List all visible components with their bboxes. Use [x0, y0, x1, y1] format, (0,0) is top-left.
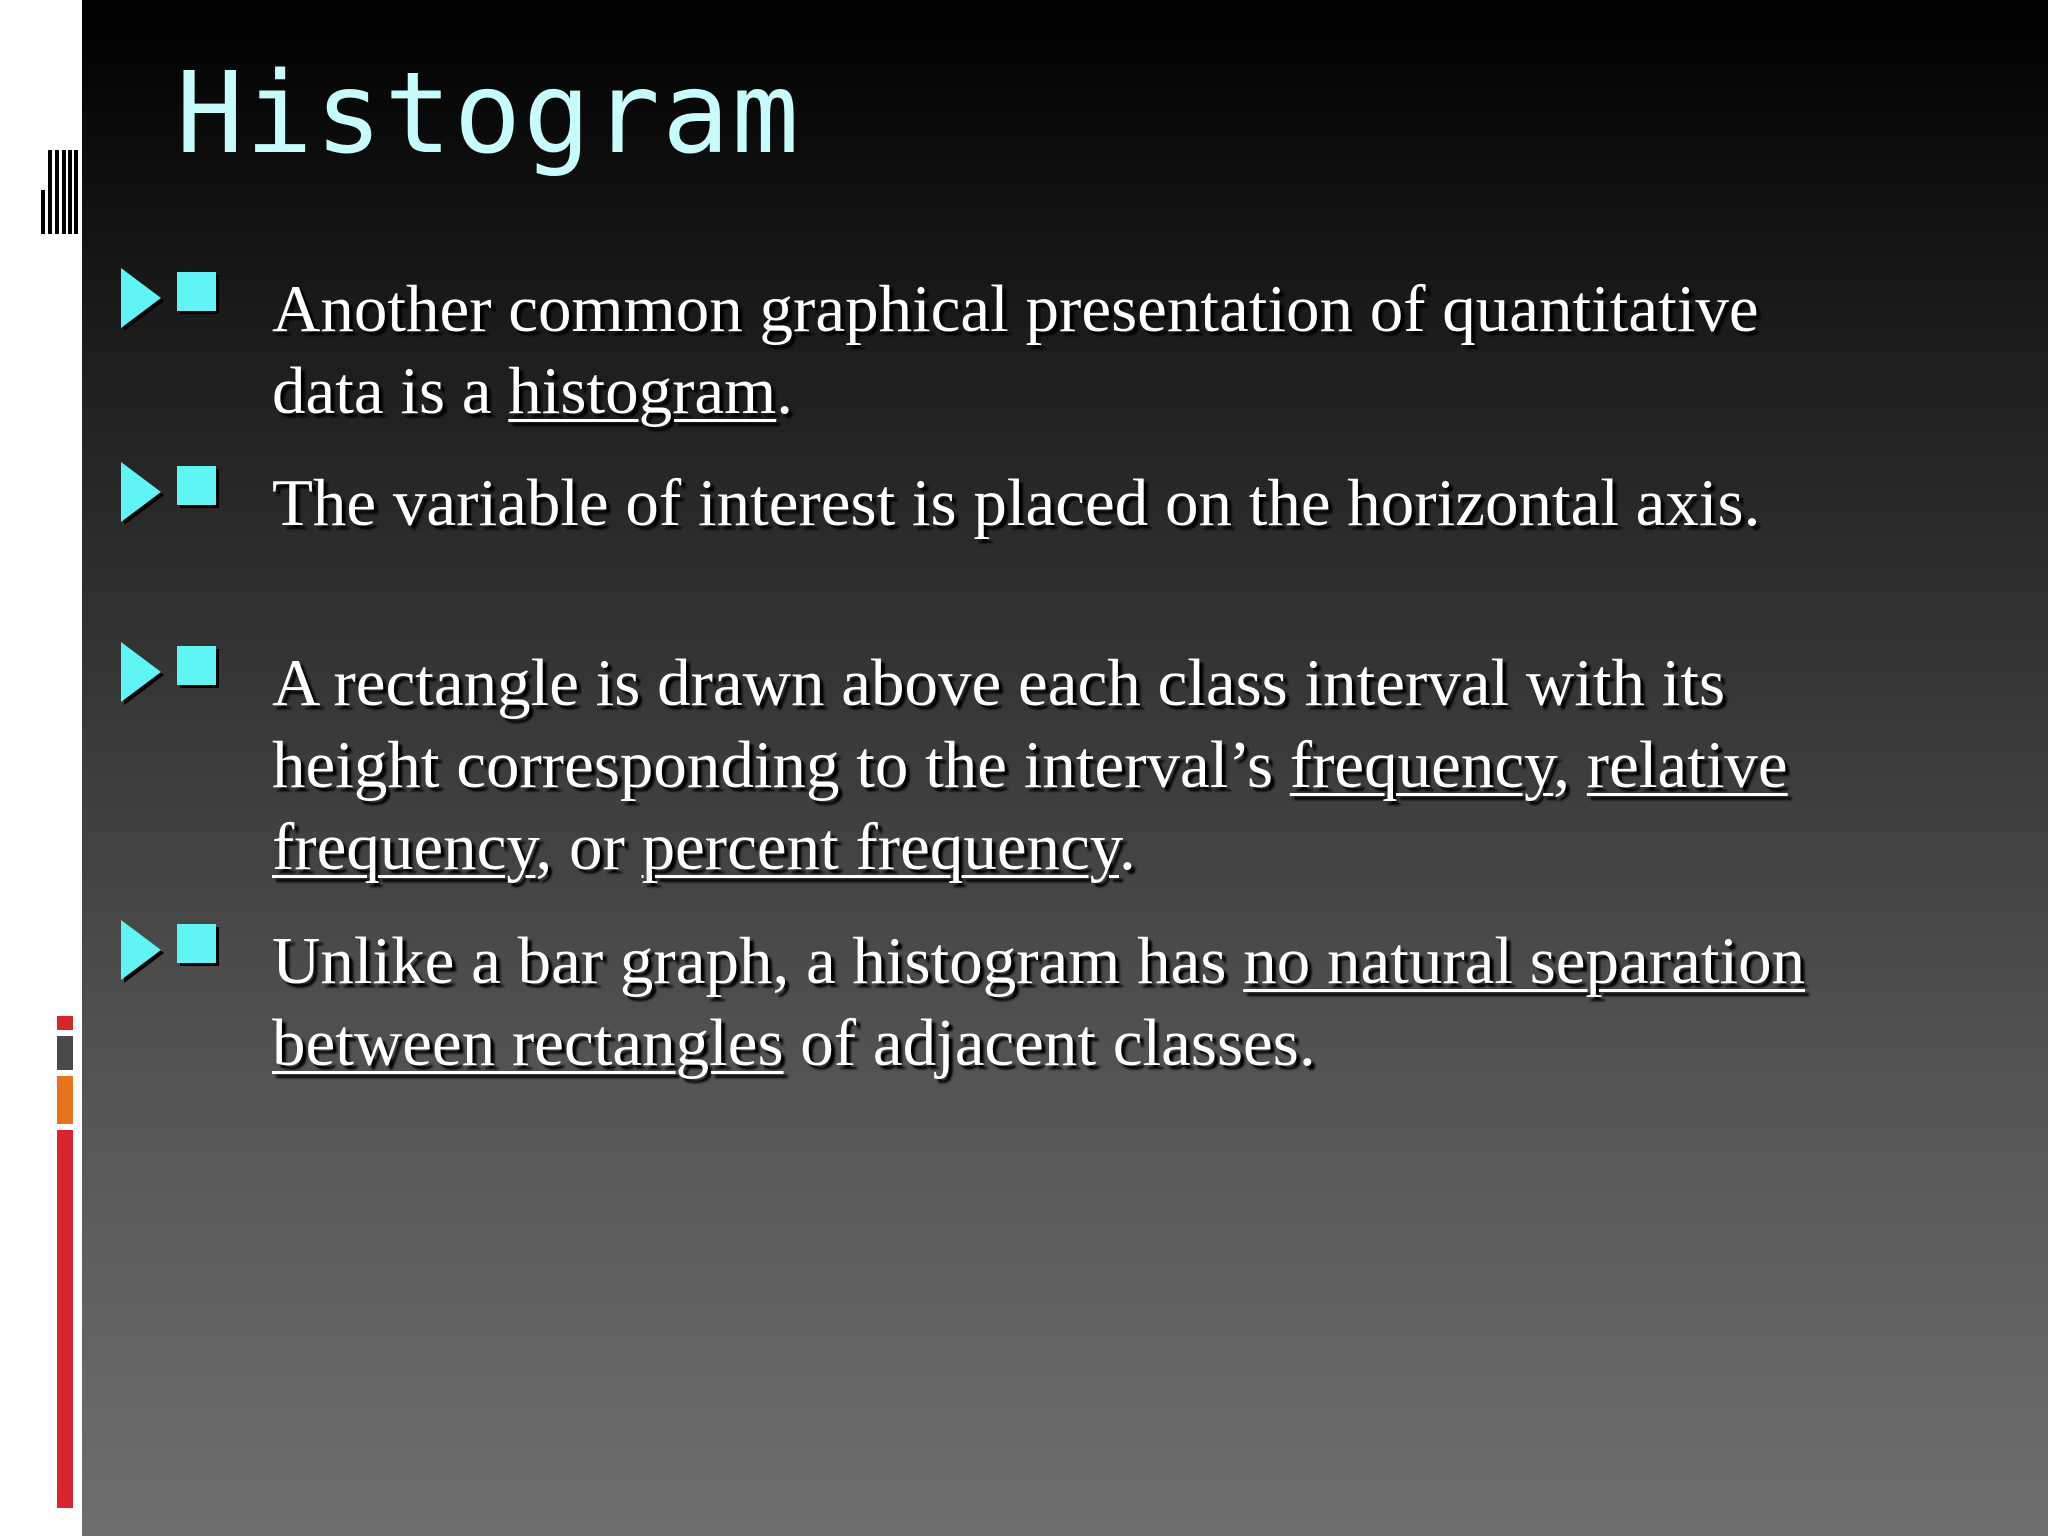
- square-icon: [177, 272, 216, 311]
- bullet-text-segment: of adjacent classes.: [783, 1006, 1316, 1080]
- bullet-marker: [121, 268, 221, 328]
- triangle-right-icon: [121, 462, 161, 522]
- square-icon: [177, 466, 216, 505]
- bullet-text: [272, 920, 1852, 1084]
- bullet-text-segment: The variable of interest is placed on the horizontal axis.: [272, 466, 1761, 540]
- bullet-text-segment: .: [1118, 810, 1136, 884]
- square-icon: [177, 646, 216, 685]
- bullet-text-segment: Another common graphical presentation of quantitative data is a: [272, 272, 1759, 428]
- bullet-marker: [121, 642, 221, 702]
- underlined-term: no natural separation between rectangles: [272, 924, 1806, 1080]
- bullet-text: [272, 462, 1852, 544]
- underlined-term: histogram: [508, 354, 777, 428]
- bullet-text-segment: ,: [1553, 728, 1587, 802]
- bullet-text: [272, 268, 1852, 432]
- triangle-right-icon: [121, 268, 161, 328]
- bullet-marker: [121, 920, 221, 980]
- square-icon: [177, 924, 216, 963]
- bullet-text-segment: , or: [535, 810, 642, 884]
- bullet-text-segment: Unlike a bar graph, a histogram has: [272, 924, 1244, 998]
- underlined-term: frequency: [1289, 728, 1554, 802]
- bullet-marker: [121, 462, 221, 522]
- triangle-right-icon: [121, 642, 161, 702]
- bullet-text-segment: A rectangle is drawn above each class interval with its height corresponding to the interval’s: [272, 646, 1726, 802]
- triangle-right-icon: [121, 920, 161, 980]
- slide-title: Histogram: [176, 49, 801, 179]
- bullet-text-segment: .: [776, 354, 793, 428]
- underlined-term: relative frequency: [272, 728, 1788, 884]
- underlined-term: percent frequency: [641, 810, 1119, 884]
- bullet-text: [272, 642, 1852, 888]
